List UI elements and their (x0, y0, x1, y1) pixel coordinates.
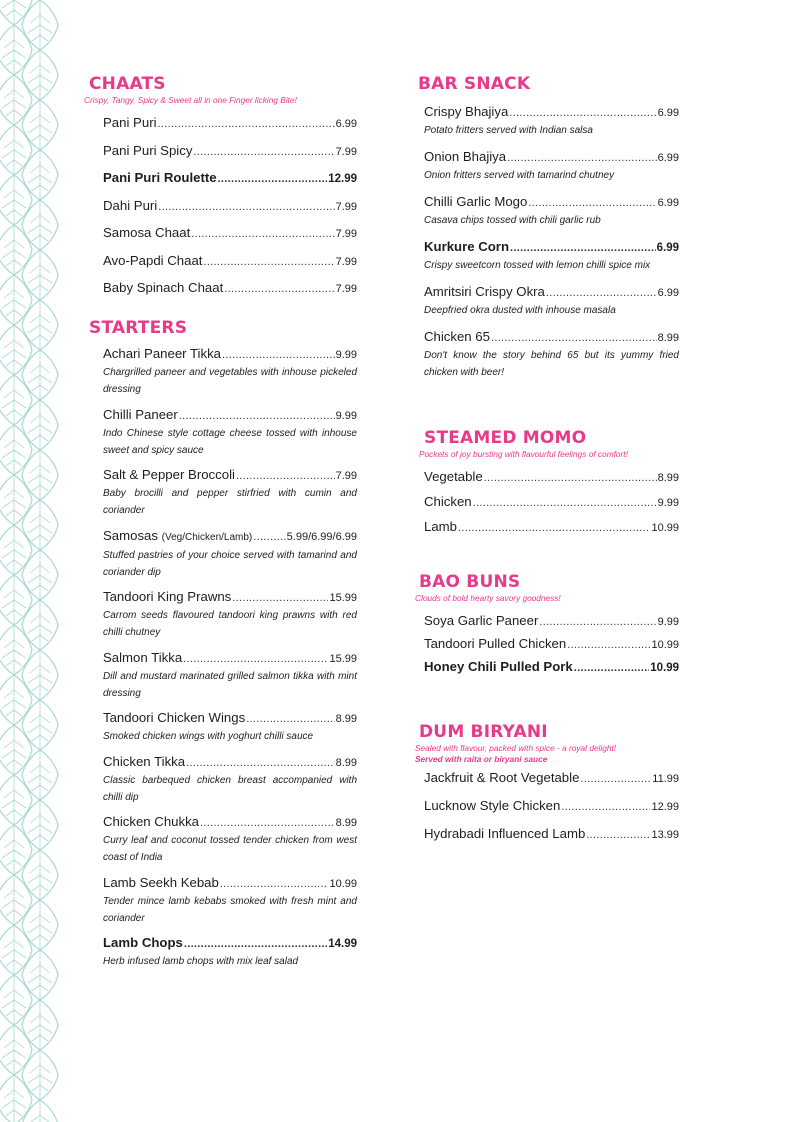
menu-item-name (424, 149, 506, 165)
bao-buns-subtitle: Clouds of bold hearty savory goodness! (415, 593, 561, 603)
menu-item (103, 280, 357, 297)
dot-leader (203, 254, 334, 270)
menu-item (103, 814, 357, 866)
leaf-icon (22, 450, 58, 500)
menu-item (103, 589, 357, 641)
menu-item-price: 7.99 (335, 200, 357, 213)
menu-item-line (424, 659, 679, 676)
menu-item-name-text: Hydrabadi Influenced Lamb (424, 826, 586, 841)
menu-item-name (103, 935, 183, 951)
menu-item-name (424, 770, 579, 786)
leaf-icon (0, 375, 32, 425)
starters-title: STARTERS (89, 318, 188, 338)
dot-leader (246, 711, 334, 727)
leaf-icon (0, 425, 32, 475)
menu-item-line (424, 329, 679, 346)
menu-item-name-text: Baby Spinach Chaat (103, 280, 224, 295)
menu-item-name-text: Vegetable (424, 469, 483, 484)
dot-leader (183, 651, 328, 667)
menu-item-name (424, 239, 509, 255)
menu-item-name (103, 115, 157, 131)
menu-item (424, 636, 679, 653)
menu-item (103, 935, 357, 970)
leaf-icon (0, 625, 32, 675)
menu-item-line (103, 115, 357, 132)
dot-leader (473, 495, 657, 511)
menu-item (424, 284, 679, 319)
menu-item-price: 11.99 (652, 773, 679, 785)
dot-leader (179, 408, 335, 424)
leaf-icon (0, 675, 32, 725)
menu-item-price: 6.99 (656, 242, 679, 254)
menu-item-name (103, 407, 178, 423)
leaf-icon (0, 725, 32, 775)
menu-item-description: Stuffed pastries of your choice served with tamarind and coriander dip (103, 549, 357, 578)
menu-item-name (424, 104, 508, 120)
menu-item-name-text: Chicken 65 (424, 329, 490, 344)
menu-item (103, 346, 357, 398)
menu-item-price: 8.99 (657, 472, 679, 484)
dum-biryani-title: DUM BIRYANI (419, 722, 548, 742)
dot-leader (224, 281, 334, 297)
leaf-icon (0, 125, 32, 175)
menu-item-price: 10.99 (650, 662, 679, 674)
menu-item (103, 754, 357, 806)
menu-item-line (103, 143, 357, 160)
leaf-icon (22, 1000, 58, 1050)
menu-item-line (103, 754, 357, 771)
leaf-icon (22, 600, 58, 650)
dot-leader (218, 171, 328, 187)
dot-leader (200, 815, 335, 831)
menu-item-name (424, 519, 457, 535)
menu-item-line (424, 469, 679, 486)
dot-leader (528, 195, 656, 211)
bao-buns-title: BAO BUNS (419, 572, 521, 592)
menu-item (424, 494, 679, 511)
bao-buns-section (415, 572, 715, 604)
menu-item-name (103, 875, 219, 891)
menu-item-price: 6.99 (657, 152, 679, 164)
leaf-icon (22, 200, 58, 250)
menu-item-line (424, 613, 679, 630)
menu-item-line (103, 875, 357, 892)
menu-item-line (103, 467, 357, 484)
bar-snack-title: BAR SNACK (418, 74, 531, 94)
menu-item (103, 875, 357, 927)
menu-item-name-text: Salt & Pepper Broccoli (103, 467, 235, 482)
leaf-icon (22, 0, 58, 50)
menu-item-name-text: Onion Bhajiya (424, 149, 507, 164)
menu-item-name (103, 225, 190, 241)
menu-item-name (424, 798, 560, 814)
menu-item-description: Onion fritters served with tamarind chutney (424, 170, 615, 181)
menu-item-line (424, 494, 679, 511)
menu-item-name-text: Salmon Tikka (103, 649, 183, 665)
menu-item-description: Carrom seeds flavoured tandoori king prawns with red chilli chutney (103, 610, 357, 638)
menu-item-price: 9.99 (335, 349, 357, 361)
bao-buns-items (424, 613, 679, 682)
menu-item-name (424, 469, 483, 485)
menu-item-description: Tender mince lamb kebabs smoked with fresh mint and coriander (103, 895, 357, 924)
menu-item-name (103, 280, 223, 296)
menu-item (103, 225, 357, 242)
menu-item-name (103, 143, 192, 159)
menu-item-line (103, 528, 357, 546)
leaf-icon (0, 275, 32, 325)
menu-item-line (424, 284, 679, 301)
menu-item (103, 650, 357, 702)
steamed-momo-section (419, 428, 719, 460)
menu-item-name (424, 284, 545, 300)
menu-item-description: Chargrilled paneer and vegetables with inhouse pickeled dressing (103, 367, 357, 395)
leaf-icon (22, 50, 58, 100)
starters-items (103, 346, 357, 979)
menu-item-line (424, 149, 679, 166)
menu-item-name-text: Chilli Garlic Mogo (424, 194, 528, 209)
leaf-icon (22, 750, 58, 800)
dot-leader (186, 755, 334, 771)
menu-item (424, 149, 679, 184)
dot-leader (510, 240, 656, 256)
menu-item (103, 170, 357, 187)
menu-item-name-text: Chicken Tikka (103, 753, 186, 769)
menu-item-line (424, 770, 679, 787)
menu-item-line (103, 407, 357, 424)
menu-item-name-text: Pani Puri Spicy (103, 142, 193, 158)
menu-item-name (103, 589, 231, 605)
menu-item-name (103, 814, 199, 830)
menu-item-name (103, 467, 235, 483)
menu-item-line (424, 826, 679, 843)
menu-item-price: 14.99 (328, 938, 357, 950)
menu-item (103, 143, 357, 160)
menu-item-price: 12.99 (328, 173, 357, 185)
menu-item-description: Potato fritters served with Indian salsa (424, 125, 593, 136)
menu-item-description: Crispy sweetcorn tossed with lemon chilli spice mix (424, 260, 651, 271)
dot-leader (184, 936, 327, 952)
leaf-icon (22, 800, 58, 850)
menu-item (103, 528, 357, 581)
starters-section (89, 318, 369, 338)
leaf-icon (0, 825, 32, 875)
dot-leader (507, 150, 656, 166)
menu-item-price: 8.99 (335, 713, 357, 725)
bar-snack-items (424, 104, 679, 391)
menu-item-description: Don't know the story behind 65 but its yummy fried chicken with beer! (424, 350, 679, 378)
leaf-icon (0, 1025, 32, 1075)
menu-item-price: 6.99 (657, 197, 679, 209)
menu-item-line (103, 650, 357, 667)
dot-leader (539, 614, 656, 630)
menu-item (424, 469, 679, 486)
bar-snack-section (418, 74, 698, 94)
menu-item-price: 10.99 (651, 522, 679, 534)
menu-item (424, 239, 679, 274)
menu-item-name-text: Chilli Paneer (103, 406, 178, 422)
menu-item-line (424, 104, 679, 121)
leaf-pattern-border (0, 0, 62, 1122)
leaf-icon (22, 500, 58, 550)
menu-item-line (424, 519, 679, 536)
dot-leader (158, 199, 334, 215)
leaf-icon (22, 700, 58, 750)
menu-item-line (424, 194, 679, 211)
menu-item-description: Classic barbequed chicken breast accompanied with chilli dip (103, 774, 357, 803)
menu-item (424, 194, 679, 229)
menu-item-line (103, 170, 357, 187)
menu-item-description: Curry leaf and coconut tossed tender chicken from west coast of India (103, 835, 357, 863)
menu-item-name-text: Tandoori Chicken Wings (103, 710, 246, 725)
menu-item-line (103, 935, 357, 952)
leaf-icon (0, 975, 32, 1025)
menu-item (424, 519, 679, 536)
leaf-icon (22, 300, 58, 350)
leaf-icon (0, 925, 32, 975)
menu-item (424, 798, 679, 815)
leaf-icon (0, 175, 32, 225)
leaf-icon (0, 875, 32, 925)
menu-item (103, 115, 357, 132)
menu-item-description: Baby brocilli and pepper stirfried with cumin and coriander (103, 488, 357, 516)
menu-item-name-text: Pani Puri (103, 115, 157, 130)
menu-item-line (103, 346, 357, 363)
chaats-section (84, 74, 364, 106)
menu-item-name-text: Samosa Chaat (103, 225, 191, 240)
leaf-icon (22, 850, 58, 900)
leaf-icon (0, 575, 32, 625)
menu-item-name (103, 710, 245, 726)
menu-item-price: 5.99/6.99/6.99 (286, 530, 357, 543)
dot-leader (191, 226, 334, 242)
menu-item-name (424, 494, 472, 510)
dot-leader (561, 799, 650, 815)
dot-leader (574, 660, 649, 676)
menu-item (424, 329, 679, 381)
menu-item-name (424, 636, 566, 652)
dot-leader (253, 529, 285, 545)
menu-item-name-text: Lamb (424, 519, 457, 534)
menu-item-name (103, 650, 182, 666)
leaf-icon (22, 350, 58, 400)
menu-item-name-text: Crispy Bhajiya (424, 104, 509, 119)
menu-item-name (424, 329, 490, 345)
dot-leader (222, 347, 335, 363)
leaf-icon (0, 525, 32, 575)
menu-item-line (103, 280, 357, 297)
menu-item-name-text: Chicken Chukka (103, 814, 200, 829)
menu-item-name (424, 659, 573, 675)
dot-leader (484, 470, 657, 486)
menu-item-price: 15.99 (329, 652, 357, 665)
menu-item-name-text: Dahi Puri (103, 197, 158, 213)
dot-leader (236, 468, 335, 484)
menu-item-description: Dill and mustard marinated grilled salmon tikka with mint dressing (103, 670, 357, 699)
menu-item-price: 6.99 (657, 287, 679, 299)
menu-item-description: Indo Chinese style cottage cheese tossed with inhouse sweet and spicy sauce (103, 427, 357, 456)
menu-item-price: 15.99 (329, 592, 357, 604)
steamed-momo-title: STEAMED MOMO (424, 428, 587, 448)
dot-leader (193, 144, 334, 160)
menu-item-price: 8.99 (335, 756, 357, 769)
leaf-icon (22, 150, 58, 200)
leaf-icon (0, 325, 32, 375)
menu-item-line (103, 225, 357, 242)
chaats-subtitle: Crispy, Tangy, Spicy & Sweet all in one Finger licking Bite! (84, 95, 297, 105)
menu-item-line (424, 798, 679, 815)
menu-item-name (103, 754, 185, 770)
menu-item-name (424, 826, 585, 842)
leaf-icon (0, 25, 32, 75)
menu-item-name-text: Lamb Chops (103, 935, 183, 950)
menu-item-price: 9.99 (657, 497, 679, 509)
menu-item-price: 10.99 (651, 639, 679, 651)
menu-item (424, 104, 679, 139)
menu-item-name-text: Achari Paneer Tikka (103, 346, 222, 361)
dot-leader (546, 285, 657, 301)
menu-item-price: 9.99 (657, 616, 679, 628)
menu-item-name-text: Lucknow Style Chicken (424, 798, 561, 813)
menu-item-description: Casava chips tossed with chili garlic rub (424, 215, 601, 226)
menu-item (424, 826, 679, 843)
menu-item (103, 467, 357, 519)
leaf-icon (22, 400, 58, 450)
menu-item-name (103, 528, 252, 546)
steamed-momo-subtitle: Pockets of joy bursting with flavourful feelings of comfort! (419, 449, 628, 459)
menu-item-name (103, 346, 221, 362)
menu-item-price: 7.99 (335, 255, 357, 268)
menu-item-name-text: Soya Garlic Paneer (424, 613, 539, 628)
leaf-icon (22, 550, 58, 600)
menu-item-price: 7.99 (335, 283, 357, 295)
menu-item (103, 407, 357, 459)
dot-leader (580, 771, 651, 787)
menu-item-price: 9.99 (335, 409, 357, 422)
menu-item-note: (Veg/Chicken/Lamb) (161, 531, 253, 543)
menu-item-line (103, 198, 357, 215)
dot-leader (567, 637, 650, 653)
menu-item (424, 770, 679, 787)
menu-item-price: 8.99 (657, 332, 679, 344)
leaf-icon (22, 950, 58, 1000)
chaats-items (103, 115, 357, 308)
menu-item-name (103, 198, 157, 214)
menu-item-description: Herb infused lamb chops with mix leaf salad (103, 956, 299, 967)
menu-item-name-text: Amritsiri Crispy Okra (424, 284, 545, 299)
menu-item-line (103, 710, 357, 727)
menu-item-price: 12.99 (651, 801, 679, 813)
leaf-icon (0, 0, 58, 1122)
menu-item-name-text: Lamb Seekh Kebab (103, 874, 219, 890)
leaf-icon (22, 900, 58, 950)
menu-item (103, 710, 357, 745)
menu-item-price: 13.99 (651, 829, 679, 841)
leaf-icon (22, 250, 58, 300)
menu-item (103, 253, 357, 270)
leaf-icon (22, 100, 58, 150)
menu-item-name (103, 253, 202, 269)
leaf-icon (0, 75, 32, 125)
menu-item-name (103, 170, 217, 186)
dot-leader (491, 330, 657, 346)
menu-item-name-text: Tandoori Pulled Chicken (424, 636, 567, 651)
menu-item-name-text: Kurkure Corn (424, 239, 509, 254)
leaf-icon (22, 650, 58, 700)
menu-item-name-text: Honey Chili Pulled Pork (424, 659, 573, 674)
menu-item-price: 6.99 (657, 107, 679, 119)
menu-item-line (424, 239, 679, 256)
menu-item-name (424, 194, 527, 210)
menu-item-description: Deepfried okra dusted with inhouse masala (424, 305, 616, 316)
menu-item-name-text: Tandoori King Prawns (103, 589, 232, 604)
menu-item-line (424, 636, 679, 653)
menu-item (103, 198, 357, 215)
menu-item-description: Smoked chicken wings with yoghurt chilli sauce (103, 731, 314, 742)
dot-leader (586, 827, 650, 843)
menu-item-price: 7.99 (335, 470, 357, 482)
menu-item-name-text: Pani Puri Roulette (103, 170, 217, 185)
menu-item-name (424, 613, 538, 629)
leaf-icon (22, 1050, 58, 1100)
dum-biryani-subtitle: Sealed with flavour, packed with spice - a royal delight! (415, 743, 617, 753)
chaats-title: CHAATS (89, 74, 166, 94)
dot-leader (220, 876, 329, 892)
menu-item-line (103, 589, 357, 606)
menu-item-price: 7.99 (335, 228, 357, 240)
menu-item-price: 7.99 (335, 145, 357, 158)
menu-item-name-text: Avo-Papdi Chaat (103, 252, 203, 268)
dot-leader (509, 105, 656, 121)
menu-item (424, 659, 679, 676)
leaf-icon (0, 225, 32, 275)
menu-item-line (103, 814, 357, 831)
leaf-icon (0, 475, 32, 525)
dot-leader (158, 116, 335, 132)
menu-item-name-text: Chicken (424, 494, 472, 509)
menu-item-price: 6.99 (335, 118, 357, 130)
menu-item (424, 613, 679, 630)
dot-leader (458, 520, 650, 536)
menu-item-line (103, 253, 357, 270)
dot-leader (232, 590, 328, 606)
steamed-momo-items (424, 469, 679, 544)
leaf-icon (0, 1075, 32, 1122)
dum-biryani-section (415, 722, 715, 765)
dum-biryani-items (424, 770, 679, 854)
menu-item-name-text: Jackfruit & Root Vegetable (424, 770, 580, 785)
leaf-icon (0, 775, 32, 825)
menu-item-name-text: Samosas (103, 527, 158, 543)
dum-biryani-serving-note: Served with raita or biryani sauce (415, 754, 548, 764)
menu-item-price: 8.99 (335, 817, 357, 829)
menu-item-price: 10.99 (329, 877, 357, 890)
